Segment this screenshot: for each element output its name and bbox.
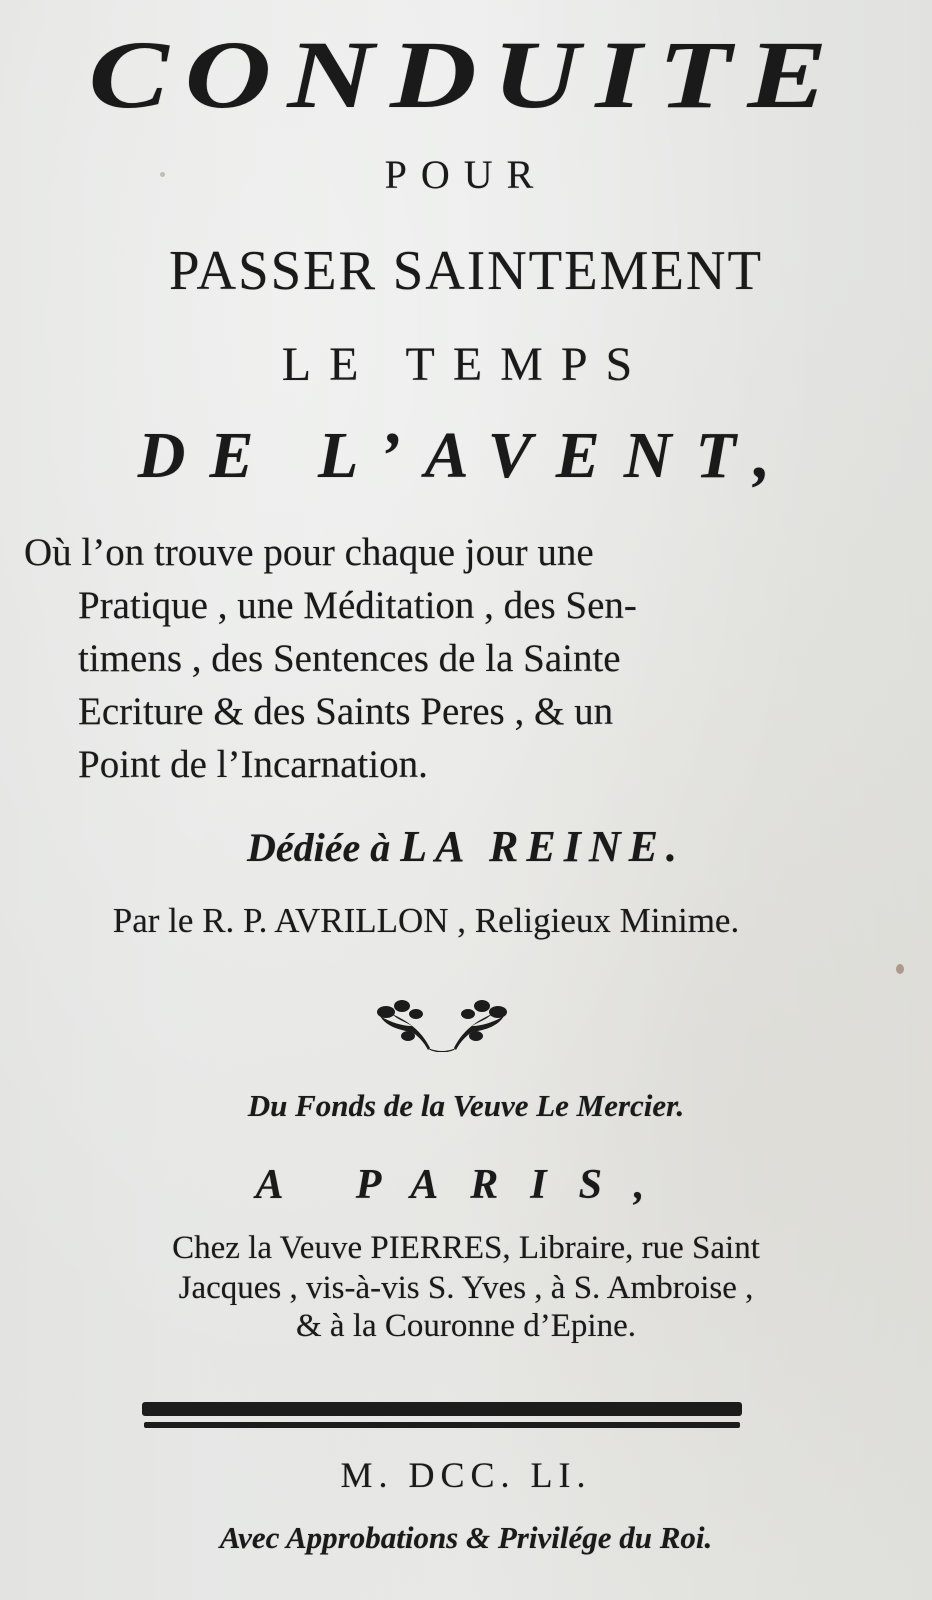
publication-year: M. DCC. LI. [340,1455,592,1495]
description-line: Où l’on trouve pour chaque jour une [24,531,594,574]
subtitle-de-l-avent: DE L’AVENT, [137,419,795,492]
description-line: timens , des Sentences de la Sainte [78,637,621,680]
subtitle-pour: POUR [384,152,548,197]
double-rule-thick [142,1402,742,1416]
royal-privilege: Avec Approbations & Privilége du Roi. [219,1520,713,1555]
description-line: Point de l’Incarnation. [78,743,428,786]
imprint-fonds: Du Fonds de la Veuve Le Mercier. [247,1088,685,1123]
double-rule-thin [144,1422,740,1428]
paper-spot [896,964,904,974]
publisher-line: Jacques , vis-à-vis S. Yves , à S. Ambroise , [178,1270,754,1306]
subtitle-passer-saintement: PASSER SAINTEMENT [169,240,763,302]
description-line: Ecriture & des Saints Peres , & un [78,690,614,733]
subtitle-le-temps: LE TEMPS [281,338,651,391]
floral-ornament-icon [372,992,512,1052]
description-line: Pratique , une Méditation , des Sen- [78,584,637,627]
book-title: CONDUITE [88,21,844,128]
description-paragraph [24,526,864,791]
dedicatee: LA REINE. [400,822,685,871]
publisher-line: & à la Couronne d’Epine. [296,1308,636,1344]
author-line: Par le R. P. AVRILLON , Religieux Minime. [112,901,740,940]
publisher-line: Chez la Veuve PIERRES, Libraire, rue Saint [172,1230,760,1266]
imprint-city: A PARIS, [255,1162,677,1208]
dedication [0,822,932,873]
dedication-prefix: Dédiée à [246,825,391,870]
